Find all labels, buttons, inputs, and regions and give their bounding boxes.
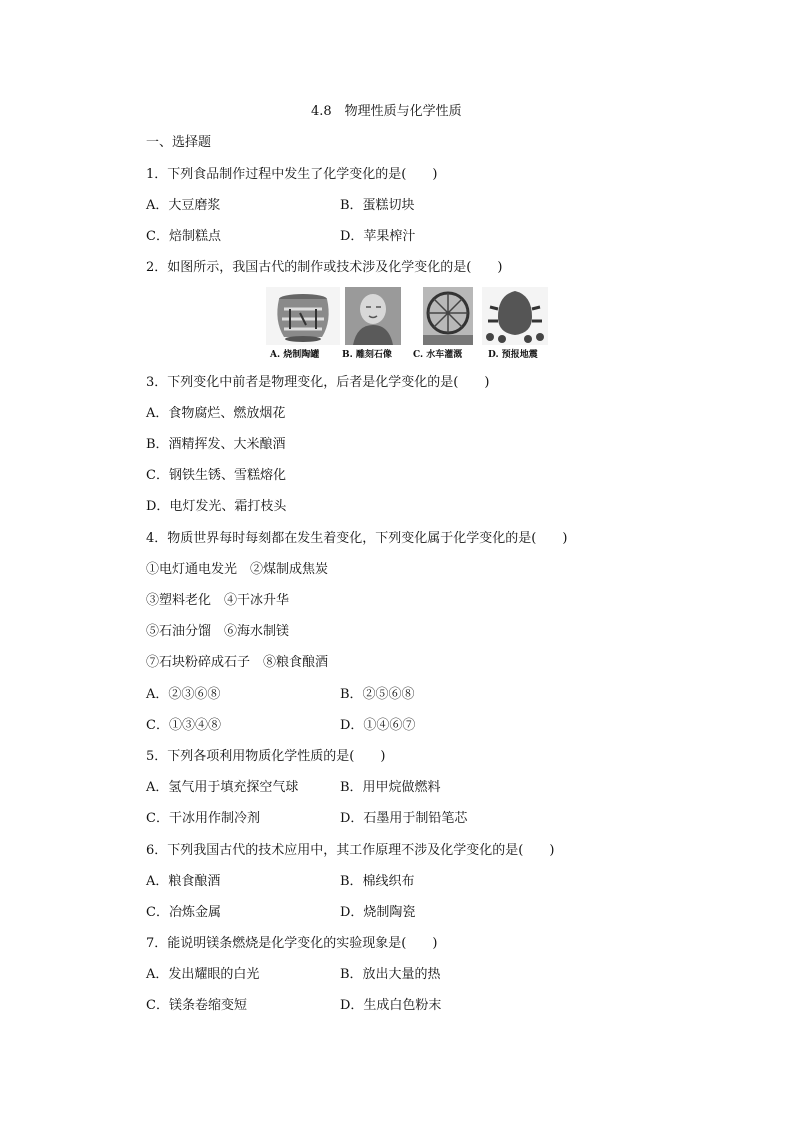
caption-a: A. 烧制陶罐 [270, 350, 320, 360]
q1-option-c: C．焙制糕点 [146, 229, 221, 244]
caption-b: B. 雕刻石像 [342, 350, 392, 360]
q5-option-b: B．用甲烷做燃料 [340, 780, 441, 795]
q4-item-line-1: ①电灯通电发光 ②煤制成焦炭 [146, 562, 329, 577]
pottery-jar-image [266, 287, 340, 345]
q3-option-d: D．电灯发光、霜打枝头 [146, 499, 287, 514]
waterwheel-image [423, 287, 473, 345]
q4-item-line-2: ③塑料老化 ④干冰升华 [146, 593, 290, 608]
q1-option-b: B．蛋糕切块 [340, 198, 415, 213]
q4-option-d: D．①④⑥⑦ [340, 718, 416, 733]
q3-option-b: B．酒精挥发、大米酿酒 [146, 437, 286, 452]
q5-option-d: D．石墨用于制铅笔芯 [340, 811, 468, 826]
caption-c: C. 水车灌溉 [413, 350, 463, 360]
q3-option-c: C．钢铁生锈、雪糕熔化 [146, 468, 286, 483]
q7-option-a: A．发出耀眼的白光 [146, 967, 260, 982]
q6-option-c: C．冶炼金属 [146, 905, 221, 920]
question-4-stem: 4．物质世界每时每刻都在发生着变化，下列变化属于化学变化的是( ) [146, 531, 568, 546]
q1-option-a: A．大豆磨浆 [146, 198, 221, 213]
question-7-stem: 7．能说明镁条燃烧是化学变化的实验现象是( ) [146, 936, 438, 951]
q6-option-d: D．烧制陶瓷 [340, 905, 416, 920]
q6-option-a: A．粮食酿酒 [146, 874, 221, 889]
q4-option-c: C．①③④⑧ [146, 718, 221, 733]
q4-option-a: A．②③⑥⑧ [146, 687, 221, 702]
section-heading: 一、选择题 [146, 135, 212, 150]
q5-option-a: A．氢气用于填充探空气球 [146, 780, 299, 795]
q6-option-b: B．棉线织布 [340, 874, 415, 889]
question-2-figure [266, 287, 556, 365]
q4-item-line-3: ⑤石油分馏 ⑥海水制镁 [146, 624, 290, 639]
q4-option-b: B．②⑤⑥⑧ [340, 687, 415, 702]
stone-carving-image [345, 287, 401, 345]
question-1-stem: 1．下列食品制作过程中发生了化学变化的是( ) [146, 167, 438, 182]
seismograph-image [482, 287, 548, 345]
q5-option-c: C．干冰用作制冷剂 [146, 811, 260, 826]
question-2-stem: 2．如图所示，我国古代的制作或技术涉及化学变化的是( ) [146, 260, 503, 275]
page-title: 4.8 物理性质与化学性质 [311, 104, 462, 119]
caption-d: D. 预报地震 [488, 350, 538, 360]
question-5-stem: 5．下列各项利用物质化学性质的是( ) [146, 749, 386, 764]
q3-option-a: A．食物腐烂、燃放烟花 [146, 406, 286, 421]
q7-option-b: B．放出大量的热 [340, 967, 441, 982]
q4-item-line-4: ⑦石块粉碎成石子 ⑧粮食酿酒 [146, 655, 329, 670]
q7-option-c: C．镁条卷缩变短 [146, 998, 247, 1013]
q1-option-d: D．苹果榨汁 [340, 229, 416, 244]
question-3-stem: 3．下列变化中前者是物理变化，后者是化学变化的是( ) [146, 375, 490, 390]
question-6-stem: 6．下列我国古代的技术应用中，其工作原理不涉及化学变化的是( ) [146, 843, 555, 858]
q7-option-d: D．生成白色粉末 [340, 998, 442, 1013]
